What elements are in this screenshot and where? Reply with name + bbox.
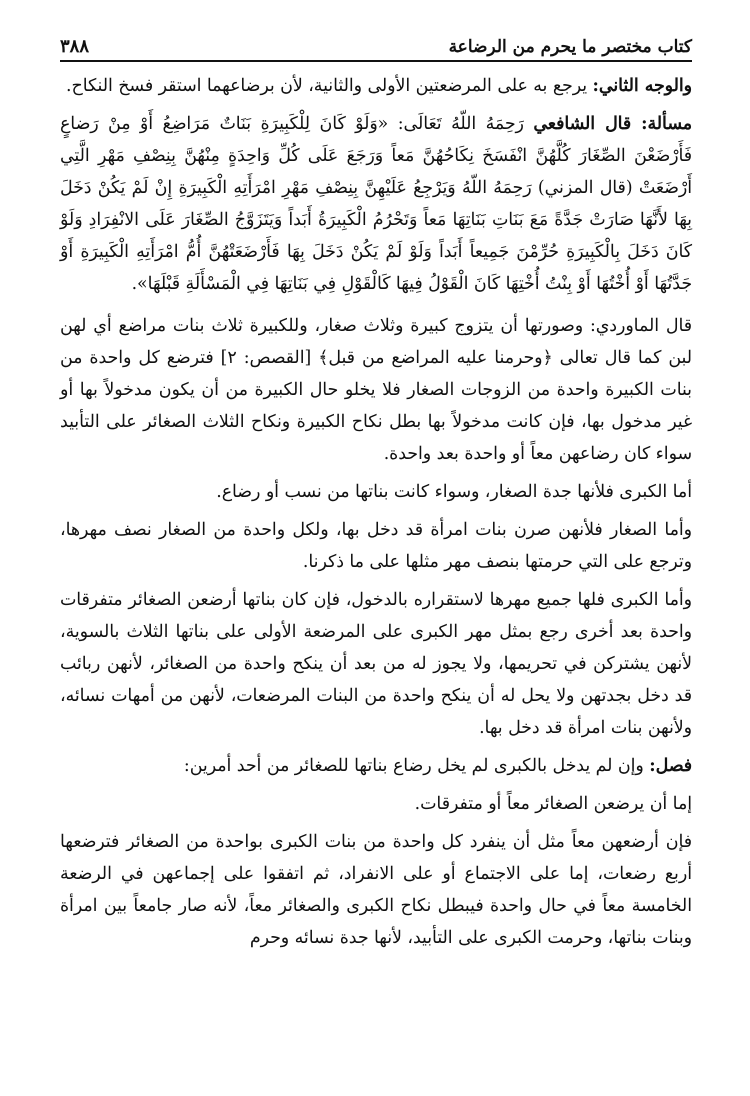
page-body <box>60 70 692 954</box>
paragraph-lead: والوجه الثاني: <box>592 76 692 96</box>
paragraph-text: قال الماوردي: وصورتها أن يتزوج كبيرة وثلاث صغار، وللكبيرة ثلاث بنات مراضع أي لهن لبن كما قال تعالى ﴿وحرمنا عليه المراضع من قبل﴾ [القصص: ٢] فترضع كل واحدة من بنات الكبيرة واحدة من الزوجات الصغار فلا يخلو حال الكبيرة من أن يكون مدخولاً بها أو غير مدخول بها، فإن كانت مدخولاً بها بطل نكاح الكبيرة ونكاح الثلاث الصغائر على التأبيد سواء كان رضاعهن معاً أو واحدة بعد واحدة. <box>60 316 692 464</box>
page-header <box>60 36 692 62</box>
paragraph <box>60 108 692 300</box>
paragraph <box>60 70 692 102</box>
paragraph <box>60 788 692 820</box>
paragraph-lead: مسألة: قال الشافعي <box>533 114 692 134</box>
running-title: كتاب مختصر ما يحرم من الرضاعة <box>448 37 692 57</box>
paragraph-text: أما الكبرى فلأنها جدة الصغار، وسواء كانت بناتها من نسب أو رضاع. <box>216 482 692 502</box>
paragraph <box>60 826 692 954</box>
paragraph <box>60 310 692 470</box>
paragraph-text: رَحِمَهُ اللّهُ تَعَالَى: «وَلَوْ كَانَ لِلْكَبِيرَةِ بَنَاتٌ مَرَاضِعُ أَوْ مِنْ رَضاعٍ فَأَرْضَعْنَ الصِّغَارَ كُلَّهُنَّ انْفَسَخَ نِكَاحُهُنَّ مَعاً وَرَجَعَ عَلَى كُلِّ وَاحِدَةٍ مِنْهُنَّ بِنِصْفِ مَهْرِ الَّتِي أَرْضَعَتْ (قال المزني) رَحِمَهُ اللّهُ وَيَرْجِعُ عَلَيْهِنَّ بِنِصْفِ مَهْرِ امْرَأَتِهِ الْكَبِيرَةِ إِنْ لَمْ يَكُنْ دَخَلَ بِهَا لأَنَّهَا صَارَتْ جَدَّةً مَعَ بَنَاتِ بَنَاتِهَا مَعاً وَتَحْرُمُ الْكَبِيرَةُ أَبَداً وَيَتَزَوَّجُ الصِّغَارَ عَلَى الانْفِرَادِ وَلَوْ كَانَ دَخَلَ بِالْكَبِيرَةِ حُرِّمْنَ جَمِيعاً أَبَداً وَلَوْ لَمْ يَكُنْ دَخَلَ بِهَا فَأَرْضَعَتْهُنَّ أُمُّ امْرَأَتِهِ الْكَبِيرَةِ أَوْ جَدَّتُهَا أَوْ أُخْتُهَا أَوْ بِنْتُ أُخْتِهَا كَانَ الْقَوْلُ فِيهَا كَالْقَوْلِ فِي بَنَاتِهَا فِي الْمَسْأَلَةِ قَبْلَهَا». <box>60 114 692 294</box>
paragraph-lead: فصل: <box>649 756 692 776</box>
paragraph-text: فإن أرضعهن معاً مثل أن ينفرد كل واحدة من بنات الكبرى بواحدة من الصغائر فترضعها أربع رضعات، إما على الاجتماع أو على الانفراد، ثم اتفقوا على إجماعهن في الرضعة الخامسة معاً في حال واحدة فيبطل نكاح الكبرى والصغائر معاً، لأنه صار جامعاً بين امرأة وبنات بناتها، وحرمت الكبرى على التأبيد، لأنها جدة نسائه وحرم <box>60 832 692 948</box>
page-number: ٣٨٨ <box>60 36 90 57</box>
paragraph-text: إما أن يرضعن الصغائر معاً أو متفرقات. <box>414 794 692 814</box>
paragraph <box>60 514 692 578</box>
paragraph <box>60 584 692 744</box>
paragraph-text: وأما الصغار فلأنهن صرن بنات امرأة قد دخل بها، ولكل واحدة من الصغار نصف مهرها، وترجع على التي حرمتها بنصف مهر مثلها على ما ذكرنا. <box>60 520 692 572</box>
paragraph <box>60 476 692 508</box>
paragraph-text: يرجع به على المرضعتين الأولى والثانية، لأن برضاعهما استقر فسخ النكاح. <box>66 76 593 96</box>
paragraph-text: وإن لم يدخل بالكبرى لم يخل رضاع بناتها للصغائر من أحد أمرين: <box>183 756 650 776</box>
paragraph-text: وأما الكبرى فلها جميع مهرها لاستقراره بالدخول، فإن كان بناتها أرضعن الصغائر متفرقات واحدة بعد أخرى رجع بمثل مهر الكبرى على المرضعة الأولى على بناتها الثلاث بالسوية، لأنهن يشتركن في تحريمها، ولا يجوز له من بعد أن ينكح واحدة من الصغائر، لأنهن ربائب قد دخل بجدتهن ولا يحل له أن ينكح واحدة من البنات المرضعات، لأنهن من أمهات نسائه، ولأنهن بنات امرأة قد دخل بها. <box>60 590 692 738</box>
paragraph <box>60 750 692 782</box>
